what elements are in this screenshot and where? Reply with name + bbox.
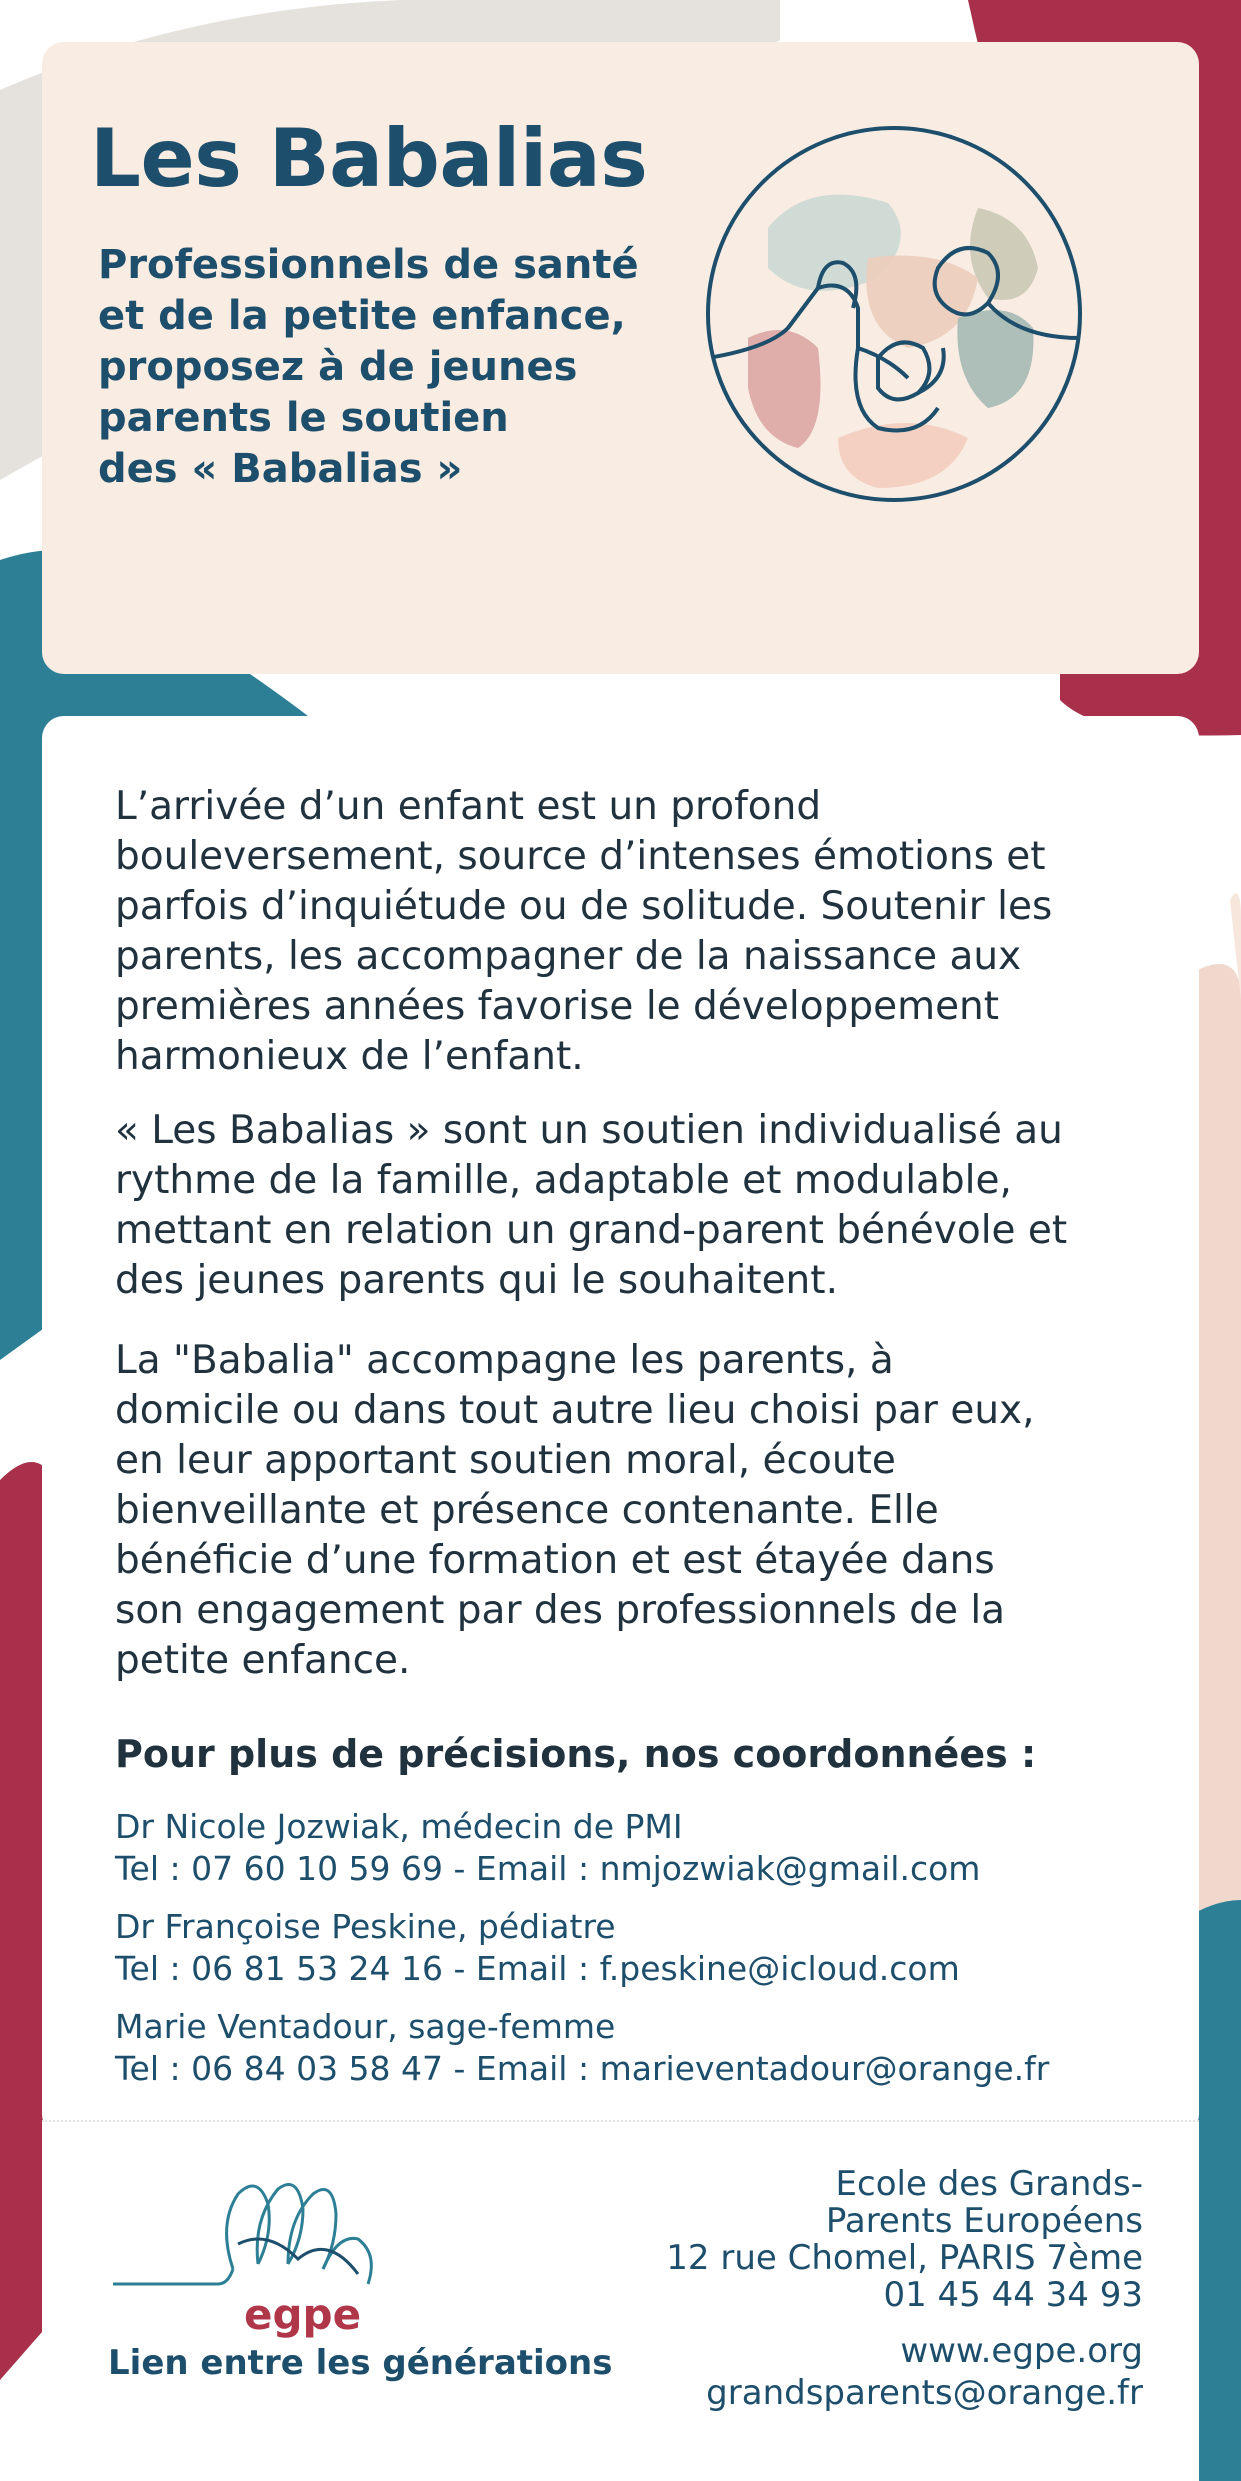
text-line: mettant en relation un grand-parent bénévole et [115, 1208, 1068, 1253]
subtitle-line: proposez à de jeunes [98, 344, 578, 390]
text-line: bénéficie d’une formation et est étayée dans [115, 1538, 995, 1583]
intro-paragraph [115, 782, 1165, 1082]
text-line: domicile ou dans tout autre lieu choisi par eux, [115, 1388, 1035, 1433]
address-line: Parents Européens [825, 2201, 1143, 2241]
address-line: Ecole des Grands- [835, 2164, 1143, 2204]
text-line: bienveillante et présence contenante. Elle [115, 1488, 939, 1533]
text-line: harmonieux de l’enfant. [115, 1034, 584, 1079]
contact-name: Dr Françoise Peskine, pédiatre [115, 1907, 616, 1946]
footer-divider [42, 2120, 1199, 2122]
address-line: 12 rue Chomel, PARIS 7ème [666, 2238, 1143, 2278]
babalia-role-paragraph [115, 1336, 1165, 1686]
babalias-illustration-icon [688, 108, 1100, 520]
contact-details[interactable]: Tel : 06 84 03 58 47 - Email : marieventadour@orange.fr [115, 2049, 1050, 2088]
website-link[interactable]: www.egpe.org [900, 2331, 1143, 2371]
text-line: son engagement par des professionnels de la [115, 1588, 1006, 1633]
text-line: petite enfance. [115, 1638, 411, 1683]
contacts-heading: Pour plus de précisions, nos coordonnées : [115, 1732, 1037, 1776]
text-line: L’arrivée d’un enfant est un profond [115, 784, 822, 829]
text-line: parfois d’inquiétude ou de solitude. Soutenir les [115, 884, 1053, 929]
subtitle [98, 240, 698, 495]
text-line: premières années favorise le développement [115, 984, 1000, 1029]
contact-nicole-jozwiak [115, 1806, 1165, 1890]
contact-francoise-peskine [115, 1906, 1165, 1990]
subtitle-line: parents le soutien [98, 395, 509, 441]
tagline: Lien entre les générations [108, 2343, 613, 2383]
text-line: en leur apportant soutien moral, écoute [115, 1438, 896, 1483]
subtitle-line: et de la petite enfance, [98, 293, 626, 339]
phone-number: 01 45 44 34 93 [883, 2275, 1143, 2315]
babalias-paragraph [115, 1106, 1165, 1306]
contact-marie-ventadour [115, 2006, 1165, 2090]
text-line: des jeunes parents qui le souhaitent. [115, 1258, 838, 1303]
subtitle-line: Professionnels de santé [98, 242, 639, 288]
text-line: parents, les accompagner de la naissance aux [115, 934, 1022, 979]
contact-name: Dr Nicole Jozwiak, médecin de PMI [115, 1807, 683, 1846]
text-line: bouleversement, source d’intenses émotions et [115, 834, 1046, 879]
contact-name: Marie Ventadour, sage-femme [115, 2007, 616, 2046]
address-block [666, 2166, 1143, 2314]
text-line: La "Babalia" accompagne les parents, à [115, 1338, 894, 1383]
text-line: rythme de la famille, adaptable et modulable, [115, 1158, 1012, 1203]
text-line: « Les Babalias » sont un soutien individualisé au [115, 1108, 1063, 1153]
egpe-wordmark: egpe [244, 2290, 362, 2339]
page-title: Les Babalias [90, 112, 648, 205]
web-contacts [706, 2330, 1143, 2414]
contact-details[interactable]: Tel : 06 81 53 24 16 - Email : f.peskine@icloud.com [115, 1949, 960, 1988]
subtitle-line: des « Babalias » [98, 446, 463, 492]
contact-details[interactable]: Tel : 07 60 10 59 69 - Email : nmjozwiak@gmail.com [115, 1849, 981, 1888]
email-link[interactable]: grandsparents@orange.fr [706, 2373, 1143, 2413]
